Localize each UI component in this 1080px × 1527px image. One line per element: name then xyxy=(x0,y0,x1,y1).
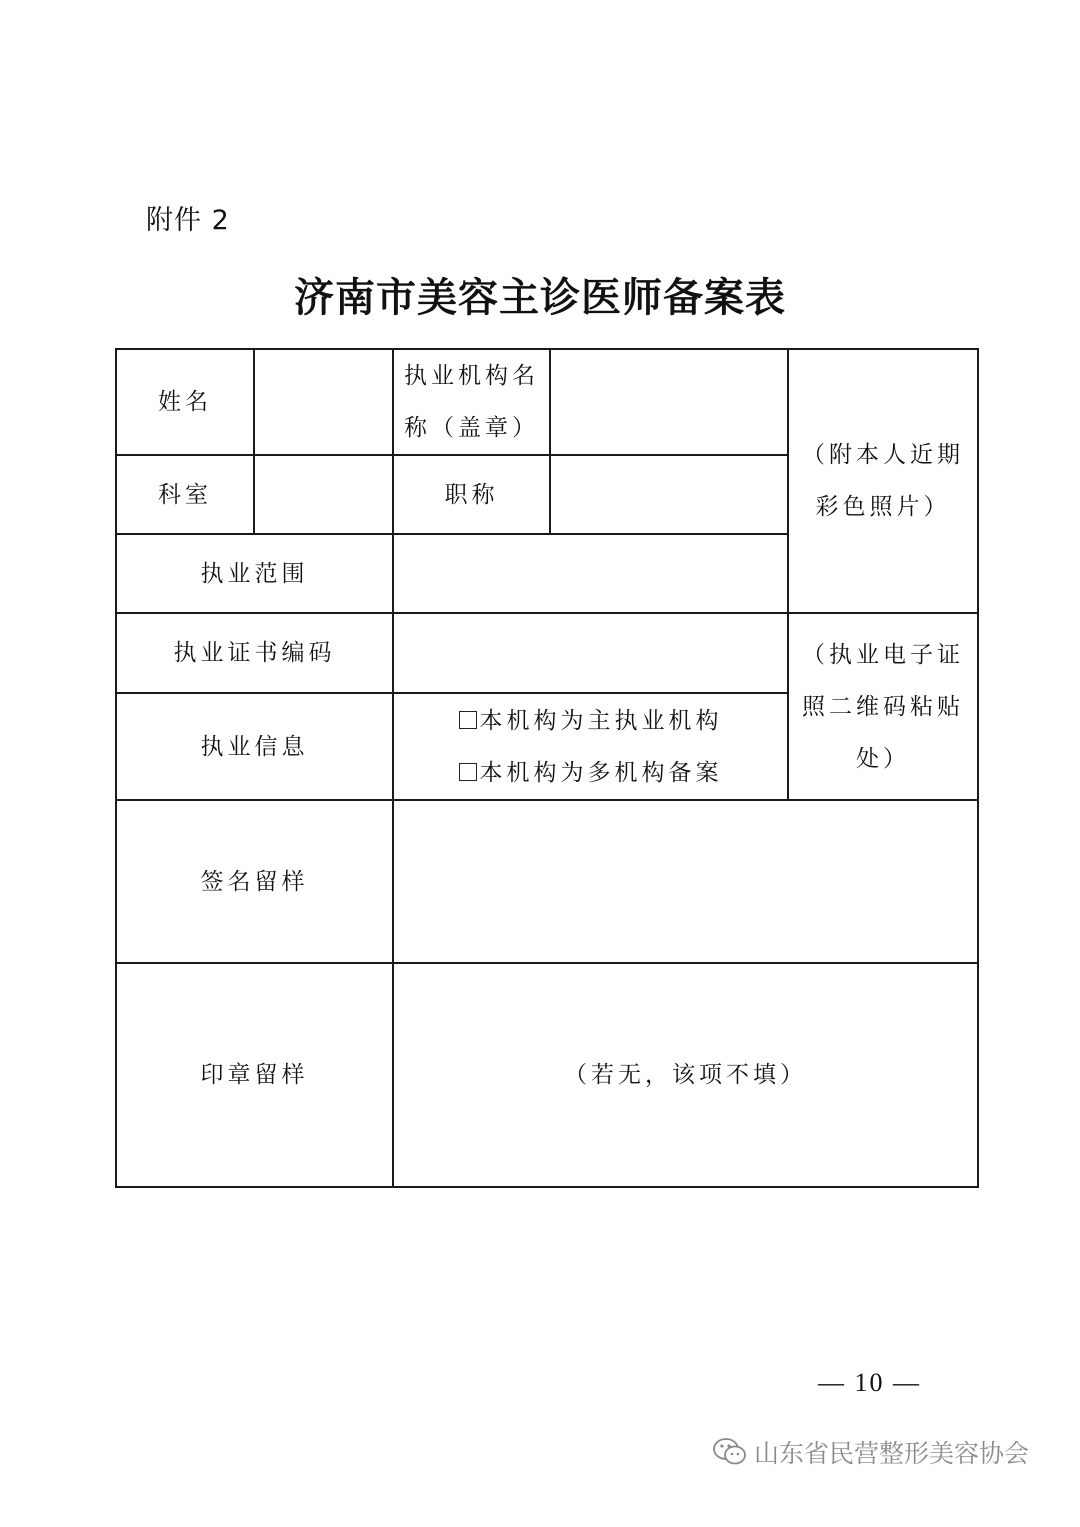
registration-form-table xyxy=(115,348,979,1188)
qr-note-line2: 照二维码粘贴 xyxy=(802,693,964,720)
qr-note-line1: （执业电子证 xyxy=(802,641,964,668)
name-label: 姓名 xyxy=(116,349,254,455)
qr-code-cell[interactable] xyxy=(788,613,978,800)
option-main-label: 本机构为主执业机构 xyxy=(479,707,723,734)
institution-label-line2: 称（盖章） xyxy=(404,415,539,441)
page-number: — 10 — xyxy=(818,1368,921,1397)
photo-note-line2: 彩色照片） xyxy=(815,494,951,520)
qr-note-line3: 处） xyxy=(856,745,910,772)
page-title: 济南市美容主诊医师备案表 xyxy=(294,274,786,321)
department-label: 科室 xyxy=(116,455,254,534)
watermark-text: 山东省民营整形美容协会 xyxy=(754,1439,1030,1468)
institution-label-line1: 执业机构名 xyxy=(404,363,539,389)
scope-value-cell[interactable] xyxy=(393,534,788,613)
department-value-cell[interactable] xyxy=(254,455,393,534)
watermark xyxy=(712,1434,1029,1470)
professional-title-value-cell[interactable] xyxy=(550,455,788,534)
option-multi-label: 本机构为多机构备案 xyxy=(479,759,723,786)
seal-label: 印章留样 xyxy=(116,963,393,1187)
certificate-label: 执业证书编码 xyxy=(116,613,393,693)
option-multi-institution[interactable] xyxy=(394,747,787,799)
seal-note[interactable]: （若无，该项不填） xyxy=(393,963,978,1187)
wechat-icon xyxy=(712,1437,748,1467)
attachment-label: 附件 2 xyxy=(146,205,230,236)
practice-info-options xyxy=(393,693,788,800)
option-main-institution[interactable] xyxy=(394,695,787,747)
professional-title-label: 职称 xyxy=(393,455,550,534)
practice-info-label: 执业信息 xyxy=(116,693,393,800)
institution-value-cell[interactable] xyxy=(550,349,788,455)
photo-cell[interactable] xyxy=(788,349,978,613)
scope-label: 执业范围 xyxy=(116,534,393,613)
checkbox-main-institution[interactable] xyxy=(459,711,477,729)
photo-note-line1: （附本人近期 xyxy=(802,442,964,468)
name-value-cell[interactable] xyxy=(254,349,393,455)
institution-label xyxy=(393,349,550,455)
certificate-value-cell[interactable] xyxy=(393,613,788,693)
signature-label: 签名留样 xyxy=(116,800,393,963)
signature-value-cell[interactable] xyxy=(393,800,978,963)
checkbox-multi-institution[interactable] xyxy=(459,763,477,781)
